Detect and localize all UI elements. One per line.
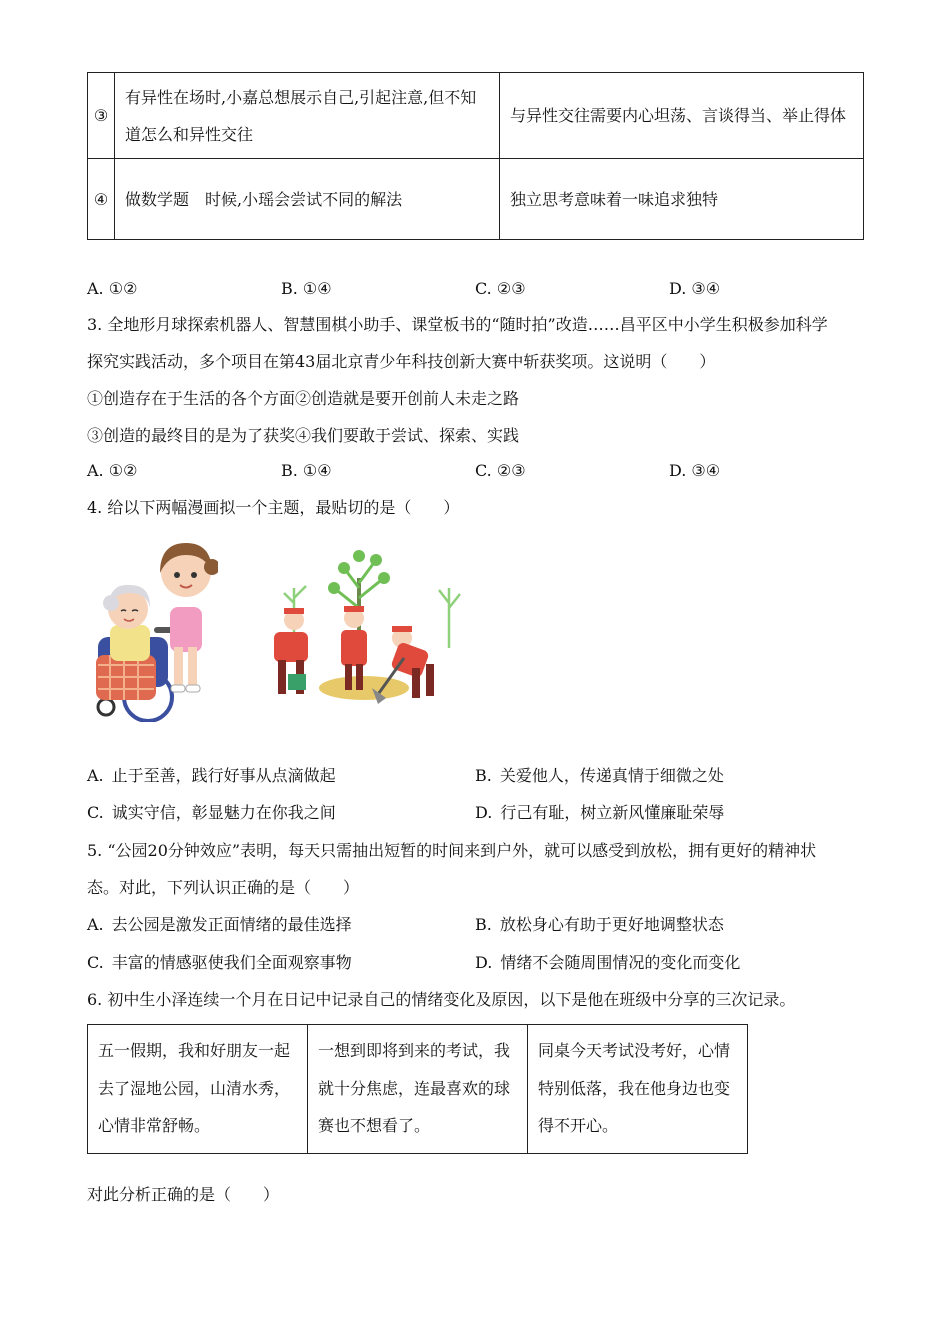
scenario-cell: 做数学题 时候,小瑶会尝试不同的解法	[115, 159, 500, 240]
option-key: A.	[87, 766, 104, 785]
wheelchair-cartoon-image	[88, 537, 218, 722]
q3-option-d[interactable]: D. ③④	[669, 461, 721, 480]
q6-question: 对此分析正确的是（ ）	[87, 1185, 280, 1204]
diary-record-3: 同桌今天考试没考好，心情特别低落，我在他身边也变得不开心。	[528, 1025, 748, 1154]
option-text: 丰富的情感驱使我们全面观察事物	[111, 953, 352, 972]
q3-statement-2: ③创造的最终目的是为了获奖④我们要敢于尝试、探索、实践	[87, 426, 520, 445]
q2-option-b[interactable]: B. ①④	[281, 279, 332, 298]
table-row	[88, 73, 864, 159]
option-key: B.	[475, 915, 492, 934]
q4-option-d[interactable]	[475, 805, 724, 821]
q5-option-c[interactable]	[87, 955, 352, 971]
option-text: 止于至善，践行好事从点滴做起	[111, 766, 336, 785]
q4-option-b[interactable]	[475, 768, 724, 784]
row-number: ③	[88, 73, 115, 159]
option-text: 诚实守信，彰显魅力在你我之间	[111, 803, 336, 822]
table-row	[88, 159, 864, 240]
q5-stem-line1: 5. “公园20分钟效应”表明，每天只需抽出短暂的时间来到户外，就可以感受到放松，拥有更好的精神状	[87, 841, 817, 860]
diary-records-table	[87, 1024, 748, 1154]
tree-planting-cartoon-image	[254, 548, 468, 718]
diary-record-2: 一想到即将到来的考试，我就十分焦虑，连最喜欢的球赛也不想看了。	[308, 1025, 528, 1154]
view-cell: 独立思考意味着一味追求独特	[500, 159, 864, 240]
q5-option-b[interactable]	[475, 917, 724, 933]
q2-option-d[interactable]: D. ③④	[669, 279, 721, 298]
q3-stem-line1: 3. 全地形月球探索机器人、智慧围棋小助手、课堂板书的“随时拍”改造……昌平区中小学生积极参加科学	[87, 315, 828, 334]
q4-option-a[interactable]	[87, 768, 336, 784]
option-text: 行己有耻，树立新风懂廉耻荣辱	[500, 803, 725, 822]
q5-stem-line2: 态。对此，下列认识正确的是（ ）	[87, 878, 360, 897]
q4-option-c[interactable]	[87, 805, 336, 821]
comparison-table	[87, 72, 864, 240]
q3-statement-1: ①创造存在于生活的各个方面②创造就是要开创前人未走之路	[87, 389, 520, 408]
diary-record-1: 五一假期，我和好朋友一起去了湿地公园，山清水秀，心情非常舒畅。	[88, 1025, 308, 1154]
q3-option-a[interactable]: A. ①②	[87, 461, 138, 480]
view-cell: 与异性交往需要内心坦荡、言谈得当、举止得体	[500, 73, 864, 159]
q3-stem-line2: 探究实践活动，多个项目在第43届北京青少年科技创新大赛中斩获奖项。这说明（ ）	[87, 352, 716, 371]
table-row	[88, 1025, 748, 1154]
option-key: D.	[475, 953, 493, 972]
option-text: 放松身心有助于更好地调整状态	[499, 915, 724, 934]
option-key: A.	[87, 915, 104, 934]
q2-option-a[interactable]: A. ①②	[87, 279, 138, 298]
option-key: B.	[475, 766, 492, 785]
scenario-cell: 有异性在场时,小嘉总想展示自己,引起注意,但不知道怎么和异性交往	[115, 73, 500, 159]
option-text: 关爱他人，传递真情于细微之处	[499, 766, 724, 785]
row-number: ④	[88, 159, 115, 240]
option-key: D.	[475, 803, 493, 822]
q3-option-c[interactable]: C. ②③	[475, 461, 526, 480]
option-text: 去公园是激发正面情绪的最佳选择	[111, 915, 352, 934]
option-key: C.	[87, 953, 104, 972]
q5-option-d[interactable]	[475, 955, 740, 971]
q2-option-c[interactable]: C. ②③	[475, 279, 526, 298]
option-key: C.	[87, 803, 104, 822]
option-text: 情绪不会随周围情况的变化而变化	[500, 953, 741, 972]
q5-option-a[interactable]	[87, 917, 352, 933]
q3-option-b[interactable]: B. ①④	[281, 461, 332, 480]
q6-stem: 6. 初中生小泽连续一个月在日记中记录自己的情绪变化及原因，以下是他在班级中分享的三次记录。	[87, 990, 796, 1009]
q4-stem: 4. 给以下两幅漫画拟一个主题，最贴切的是（ ）	[87, 498, 460, 517]
